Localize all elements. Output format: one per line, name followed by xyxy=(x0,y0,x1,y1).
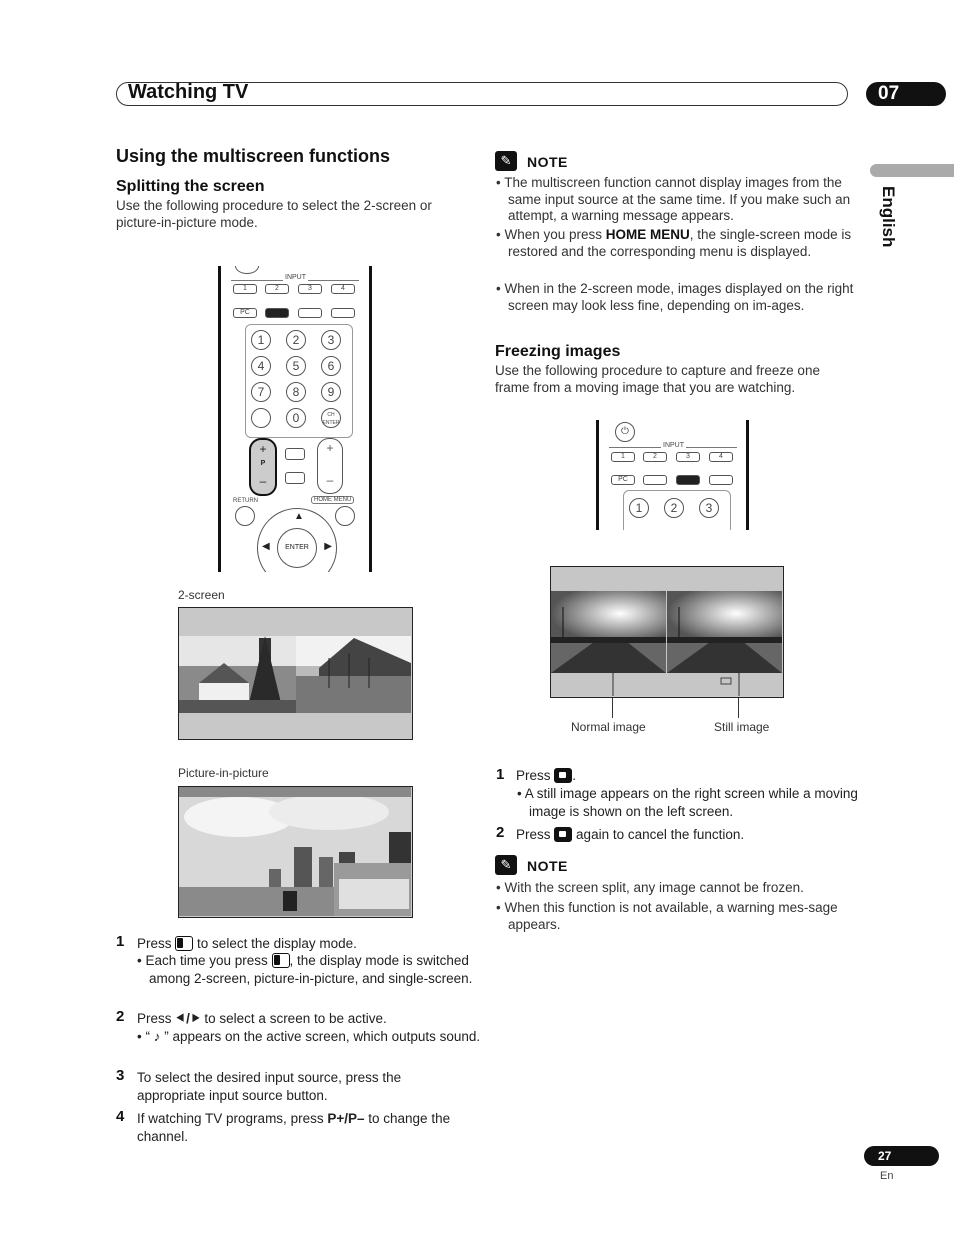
note-pencil-icon: ✎ xyxy=(495,151,517,171)
number-9-button[interactable]: 9 xyxy=(321,382,341,402)
freeze-step-1-text-b: . xyxy=(572,768,577,783)
info-button[interactable] xyxy=(251,408,271,428)
multiscreen-button[interactable] xyxy=(643,475,667,485)
note1-item-1: • The multiscreen function cannot display images from the same input source at the same time. If you make such an attempt, a warning message appears. xyxy=(496,175,851,223)
split-step-4-text-b: to change the channel. xyxy=(137,1111,451,1144)
freeze-step-2-text-a: Press xyxy=(516,827,551,842)
left-right-arrow-icon: ⯇/⯈ xyxy=(175,1011,201,1026)
note-label: NOTE xyxy=(527,154,568,170)
freeze-step-1 xyxy=(516,767,856,785)
number-3-button[interactable]: 3 xyxy=(321,330,341,350)
multiscreen-button[interactable] xyxy=(265,308,289,318)
note1-item-3: • When in the 2-screen mode, images displayed on the right screen may look less fine, depending on im-ages. xyxy=(496,281,854,313)
note-pencil-icon: ✎ xyxy=(495,855,517,875)
split-step-3: To select the desired input source, press the appropriate input source button. xyxy=(137,1070,402,1103)
input-2-button[interactable]: 2 xyxy=(643,452,667,462)
normal-callout-line xyxy=(612,698,613,718)
freeze-heading: Freezing images xyxy=(495,343,621,360)
language-tab xyxy=(870,164,954,177)
split-step-2-bullet: • “ ♪ ” appears on the active screen, which outputs sound. xyxy=(137,1029,481,1044)
input-label: INPUT xyxy=(285,274,306,281)
freeze-intro: Use the following procedure to capture and freeze one frame from a moving image that you are watching. xyxy=(495,363,820,395)
still-callout-line xyxy=(738,698,739,718)
remote-illustration-freeze xyxy=(596,420,749,530)
number-2-button[interactable]: 2 xyxy=(664,498,684,518)
number-0-button[interactable]: 0 xyxy=(286,408,306,428)
home-menu-label: HOME MENU xyxy=(311,496,354,504)
freeze-button[interactable] xyxy=(676,475,700,485)
split-step-4-text-a: If watching TV programs, press xyxy=(137,1111,324,1126)
multiscreen-key-icon xyxy=(175,936,193,951)
still-image-label: Still image xyxy=(714,720,770,734)
freeze-step-2 xyxy=(516,826,856,844)
input-2-button[interactable]: 2 xyxy=(265,284,289,294)
split-step-4 xyxy=(137,1110,467,1145)
number-4-button[interactable]: 4 xyxy=(251,356,271,376)
split-heading: Splitting the screen xyxy=(116,178,265,195)
swap-button[interactable] xyxy=(331,308,355,318)
number-6-button[interactable]: 6 xyxy=(321,356,341,376)
note2-item-2: • When this function is not available, a warning mes-sage appears. xyxy=(496,900,838,932)
split-step-3-num: 3 xyxy=(116,1067,125,1084)
split-step-1-text-a: Press xyxy=(137,936,172,951)
freeze-step-1-bullet: • A still image appears on the right screen while a moving image is shown on the left screen. xyxy=(517,786,858,819)
freeze-step-1-text-a: Press xyxy=(516,768,551,783)
dpad[interactable]: ▲ ◀ ▶ ENTER xyxy=(257,508,337,572)
dual-button[interactable] xyxy=(285,448,305,460)
freeze-button[interactable] xyxy=(298,308,322,318)
input-1-button[interactable]: 1 xyxy=(233,284,257,294)
number-1-button[interactable]: 1 xyxy=(251,330,271,350)
note1-item-2-bold: HOME MENU xyxy=(605,227,690,242)
freeze-key-icon xyxy=(554,827,572,842)
return-label: RETURN xyxy=(233,498,258,504)
input-3-button[interactable]: 3 xyxy=(676,452,700,462)
home-menu-button[interactable] xyxy=(335,506,355,526)
split-step-1-bullet-a: • Each time you press xyxy=(137,953,268,968)
note1-item-2-a: • When you press xyxy=(496,227,603,242)
split-step-4-bold: P+/P– xyxy=(327,1111,365,1126)
number-1-button[interactable]: 1 xyxy=(629,498,649,518)
program-label: P xyxy=(260,460,266,467)
number-2-button[interactable]: 2 xyxy=(286,330,306,350)
program-rocker[interactable]: + P – xyxy=(249,438,277,496)
swap-button[interactable] xyxy=(709,475,733,485)
input-4-button[interactable]: 4 xyxy=(331,284,355,294)
split-step-1-num: 1 xyxy=(116,933,125,950)
remote-illustration-multiscreen xyxy=(218,266,372,572)
two-screen-image xyxy=(178,607,413,740)
enter-button[interactable]: ENTER xyxy=(277,528,317,568)
split-step-2-num: 2 xyxy=(116,1008,125,1025)
page-lang: En xyxy=(880,1170,894,1182)
freeze-step-1-num: 1 xyxy=(496,766,505,783)
freeze-step-2-num: 2 xyxy=(496,824,505,841)
note2-label: NOTE xyxy=(527,858,568,874)
input-label-2: INPUT xyxy=(663,442,684,449)
note1-item-2 xyxy=(496,227,864,260)
freeze-image xyxy=(550,566,784,698)
number-7-button[interactable]: 7 xyxy=(251,382,271,402)
section-title: Using the multiscreen functions xyxy=(116,146,391,166)
number-8-button[interactable]: 8 xyxy=(286,382,306,402)
freeze-step-2-text-b: again to cancel the function. xyxy=(576,827,745,842)
split-step-2-text-a: Press xyxy=(137,1011,172,1026)
split-step-1-bullet-b: , the display mode is switched among 2-screen, picture-in-picture, and single-screen. xyxy=(149,953,473,986)
input-3-button[interactable]: 3 xyxy=(298,284,322,294)
language-label: English xyxy=(879,186,898,248)
power-icon[interactable]: ⏻ xyxy=(615,422,635,442)
split-step-2-text-b: to select a screen to be active. xyxy=(204,1011,387,1026)
multiscreen-key-icon xyxy=(272,953,290,968)
page-title: Watching TV xyxy=(128,81,249,103)
input-1-button[interactable]: 1 xyxy=(611,452,635,462)
return-button[interactable] xyxy=(235,506,255,526)
pc-button[interactable]: PC xyxy=(611,475,635,485)
chapter-badge: 07 xyxy=(866,82,946,106)
page-number: 27 xyxy=(864,1146,939,1166)
caption-2screen: 2-screen xyxy=(178,588,225,602)
note2-item-1: • With the screen split, any image cannot be frozen. xyxy=(496,880,804,895)
split-step-1-bullet xyxy=(137,952,489,987)
split-step-4-num: 4 xyxy=(116,1108,125,1125)
number-5-button[interactable]: 5 xyxy=(286,356,306,376)
split-step-2 xyxy=(137,1010,477,1028)
freeze-key-icon xyxy=(554,768,572,783)
normal-image-label: Normal image xyxy=(571,720,646,734)
caption-pip: Picture-in-picture xyxy=(178,766,269,780)
ch-enter-button[interactable]: CH ENTER xyxy=(321,408,341,428)
split-step-1 xyxy=(137,935,477,953)
pip-image xyxy=(178,786,413,918)
number-3-button[interactable]: 3 xyxy=(699,498,719,518)
pc-button[interactable]: PC xyxy=(233,308,257,318)
split-intro: Use the following procedure to select the 2-screen or picture-in-picture mode. xyxy=(116,198,432,230)
input-4-button[interactable]: 4 xyxy=(709,452,733,462)
volume-rocker[interactable]: + – xyxy=(317,438,343,494)
note1-item-2-b: , the single-screen mode is restored and the corresponding menu is displayed. xyxy=(508,227,852,259)
mute-button[interactable] xyxy=(285,472,305,484)
split-step-1-text-b: to select the display mode. xyxy=(197,936,357,951)
